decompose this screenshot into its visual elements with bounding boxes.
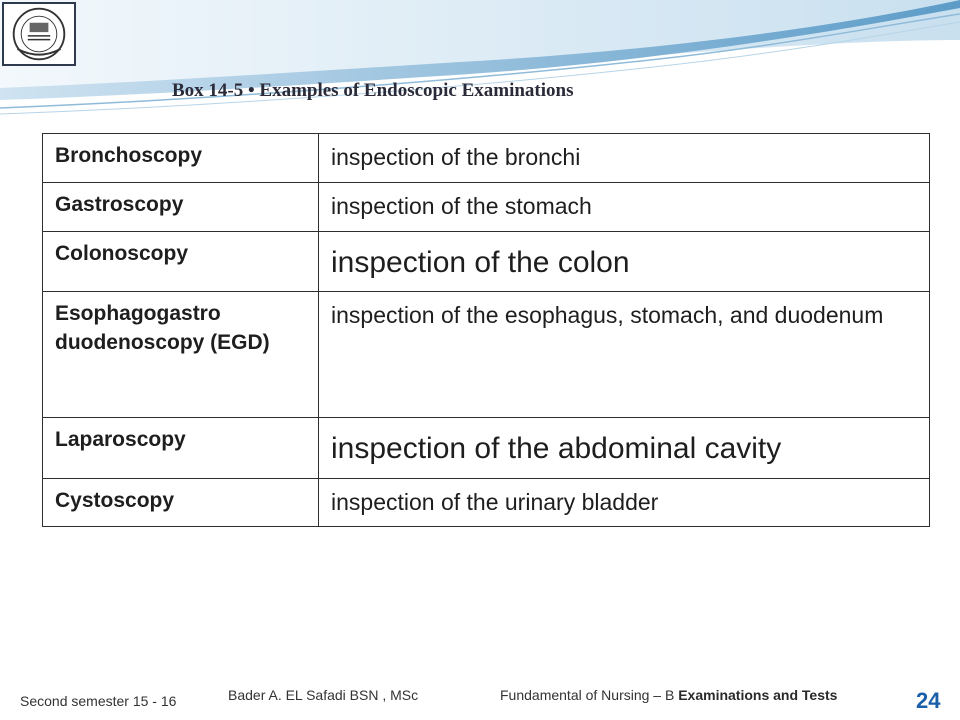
header-swoosh-decoration [0, 0, 960, 140]
table-row [43, 182, 930, 231]
endoscopic-exams-table [42, 133, 930, 527]
table-row [43, 418, 930, 478]
university-logo [2, 2, 76, 66]
table-row [43, 134, 930, 183]
exam-term: Esophagogastro duodenoscopy (EGD) [43, 292, 319, 418]
exam-term: Bronchoscopy [43, 134, 319, 183]
exam-term: Laparoscopy [43, 418, 319, 478]
exam-definition: inspection of the abdominal cavity [319, 418, 930, 478]
footer-course-name: Fundamental of Nursing – B [500, 687, 679, 703]
table-row [43, 292, 930, 418]
footer-course [500, 687, 837, 703]
exam-definition: inspection of the urinary bladder [319, 478, 930, 527]
footer-topic: Examinations and Tests [678, 687, 838, 703]
exam-definition: inspection of the stomach [319, 182, 930, 231]
table-row [43, 231, 930, 291]
table-row [43, 478, 930, 527]
footer-author: Bader A. EL Safadi BSN , MSc [228, 687, 419, 703]
exam-term: Gastroscopy [43, 182, 319, 231]
slide-title: Box 14-5 • Examples of Endoscopic Examinations [172, 80, 574, 101]
exam-term: Cystoscopy [43, 478, 319, 527]
exam-definition: inspection of the esophagus, stomach, and duodenum [319, 292, 930, 418]
exam-term: Colonoscopy [43, 231, 319, 291]
page-number: 24 [916, 688, 941, 713]
exam-definition: inspection of the colon [319, 231, 930, 291]
exam-definition: inspection of the bronchi [319, 134, 930, 183]
footer-semester: Second semester 15 - 16 [20, 693, 177, 709]
university-seal-icon [4, 4, 74, 64]
